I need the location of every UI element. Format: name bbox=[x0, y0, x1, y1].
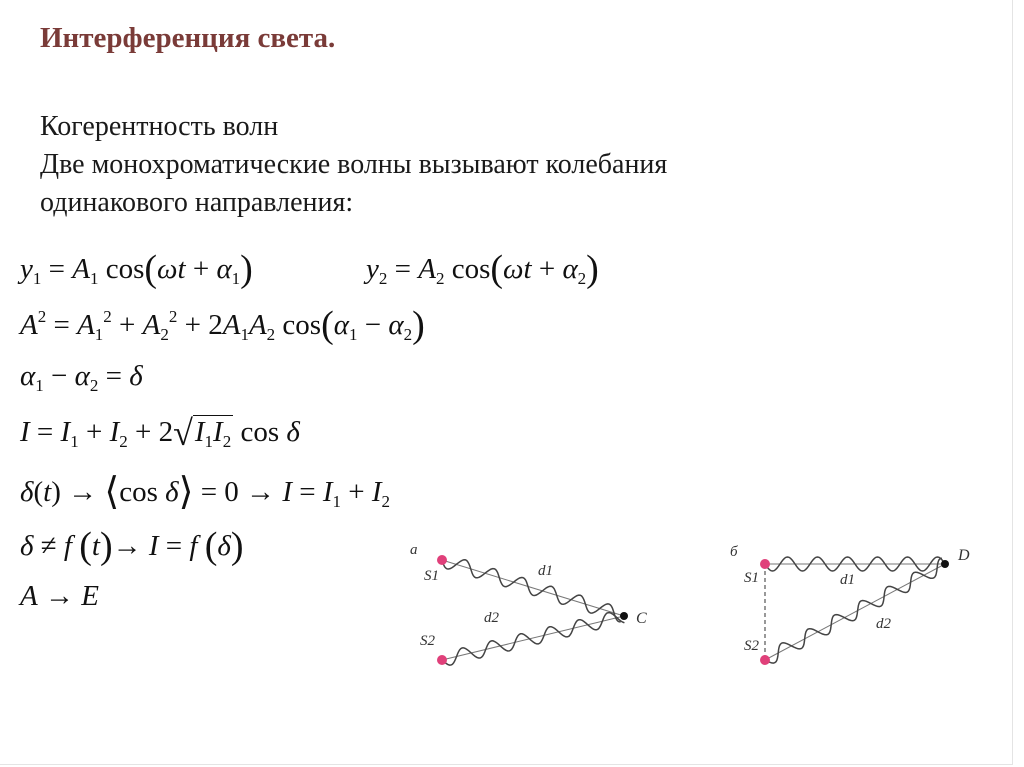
slide-title: Интерференция света. bbox=[40, 22, 336, 54]
formula-phase-difference: $\alpha_1 - \alpha_2 = \delta$ bbox=[20, 360, 143, 395]
label-a-s1: S1 bbox=[424, 568, 439, 584]
panel-label-a: а bbox=[410, 542, 418, 558]
panel-label-b: б bbox=[730, 544, 738, 560]
diagram-a bbox=[398, 530, 668, 690]
source-dot-a2 bbox=[437, 655, 447, 665]
intro-line-3: одинакового направления: bbox=[40, 187, 354, 218]
source-dot-b1 bbox=[760, 559, 770, 569]
formula-amplitude: $A^2 = A_1^2 + A_2^2 + 2A_1A_2$ $\cos(\alpha_1 - \alpha_2)$ bbox=[20, 304, 425, 346]
wave-a2 bbox=[442, 613, 624, 666]
intro-line-1: Когерентность волн bbox=[40, 111, 279, 142]
formula-y1: $y_1 = A_1$ $\cos(\omega t + \alpha_1)$ bbox=[20, 248, 253, 290]
point-dot-c bbox=[620, 612, 628, 620]
label-a-c: C bbox=[636, 610, 647, 627]
label-a-s2: S2 bbox=[420, 633, 435, 649]
formula-incoherent: δ(t) → ⟨cos δ⟩ = $0 \to I = I_1 + I_2$ bbox=[20, 471, 391, 513]
source-dot-a1 bbox=[437, 555, 447, 565]
formula-coherent: δ ≠ f (t)→ I = f (δ) bbox=[20, 525, 244, 567]
label-b-s2: S2 bbox=[744, 638, 759, 654]
path-line-a1 bbox=[442, 560, 624, 616]
wave-a1 bbox=[442, 560, 621, 622]
source-dot-b2 bbox=[760, 655, 770, 665]
intro-line-2: Две монохроматические волны вызывают колебания bbox=[40, 149, 668, 180]
formula-y2: $y_2 = A_2$ $\cos(\omega t + \alpha_2)$ bbox=[366, 248, 599, 290]
label-a-d1: d1 bbox=[538, 563, 553, 579]
formula-a-to-e: A → E bbox=[20, 580, 99, 612]
label-b-s1: S1 bbox=[744, 570, 759, 586]
label-b-d: D bbox=[958, 547, 970, 564]
label-a-d2: d2 bbox=[484, 610, 499, 626]
point-dot-d bbox=[941, 560, 949, 568]
intro-text bbox=[40, 108, 667, 222]
path-line-a2 bbox=[442, 616, 624, 660]
label-b-d2: d2 bbox=[876, 616, 891, 632]
diagram-b bbox=[722, 530, 992, 690]
label-b-d1: d1 bbox=[840, 572, 855, 588]
formula-intensity: $I = I_1 + I_2 + 2√I_1I_2$ cos δ bbox=[20, 413, 300, 453]
